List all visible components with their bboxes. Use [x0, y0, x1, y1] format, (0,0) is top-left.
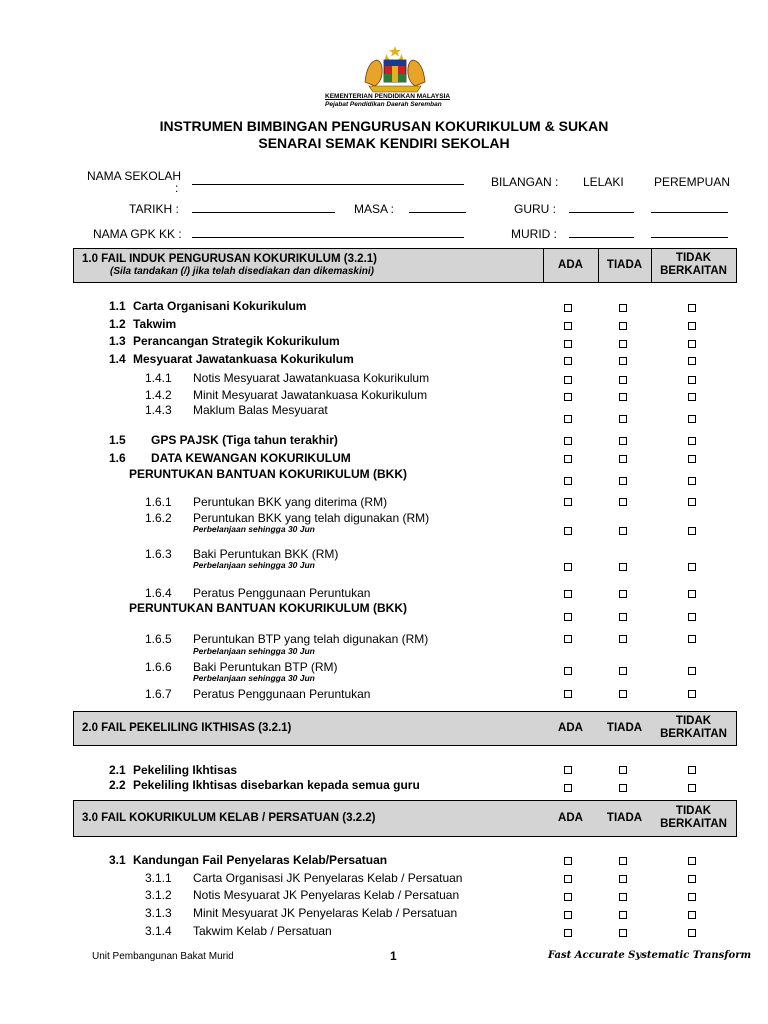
- checkbox-ada[interactable]: [564, 784, 572, 792]
- item-1-5-num: 1.5: [109, 433, 126, 447]
- item-1-6-4-num: 1.6.4: [145, 586, 172, 600]
- section2-title: 2.0 FAIL PEKELILING IKTHISAS (3.2.1): [82, 722, 292, 734]
- checkbox-tiada[interactable]: [619, 893, 627, 901]
- footer-unit: Unit Pembangunan Bakat Murid: [92, 951, 234, 962]
- col-berkaitan-label: BERKAITAN: [660, 728, 727, 740]
- item-1-6-6-note: Perbelanjaan sehingga 30 Jun: [193, 673, 315, 683]
- col-tiada: TIADA: [606, 812, 643, 824]
- item-3-1-label: Kandungan Fail Penyelaras Kelab/Persatuan: [133, 853, 388, 867]
- murid-label: MURID :: [511, 227, 557, 241]
- checkbox-tidak-berkaitan[interactable]: [688, 415, 696, 423]
- checkbox-tidak-berkaitan[interactable]: [688, 929, 696, 937]
- checkbox-tidak-berkaitan[interactable]: [688, 340, 696, 348]
- item-2-2-label: Pekeliling Ikhtisas disebarkan kepada semua guru: [133, 778, 420, 792]
- checkbox-ada[interactable]: [564, 527, 572, 535]
- col-berkaitan-label: BERKAITAN: [660, 265, 727, 277]
- nama-sekolah-label: NAMA SEKOLAH: [87, 169, 182, 183]
- item-1-6-label: DATA KEWANGAN KOKURIKULUM: [151, 451, 351, 465]
- item-1-6-5-note: Perbelanjaan sehingga 30 Jun: [193, 646, 315, 656]
- col-berkaitan-label: BERKAITAN: [660, 818, 727, 830]
- bilangan-label: BILANGAN :: [491, 175, 559, 189]
- tarikh-label: TARIKH :: [129, 202, 179, 216]
- checkbox-tidak-berkaitan[interactable]: [688, 357, 696, 365]
- ministry-crest-logo: [355, 44, 435, 100]
- checkbox-tiada[interactable]: [619, 590, 627, 598]
- checkbox-tidak-berkaitan[interactable]: [688, 455, 696, 463]
- col-tidak-label: TIDAK: [675, 805, 712, 817]
- item-3-1-4-label: Takwim Kelab / Persatuan: [193, 924, 332, 938]
- checkbox-ada[interactable]: [564, 498, 572, 506]
- checkbox-tiada[interactable]: [619, 635, 627, 643]
- checkbox-tiada[interactable]: [619, 875, 627, 883]
- item-1-2-num: 1.2: [109, 317, 126, 331]
- item-3-1-3-label: Minit Mesyuarat JK Penyelaras Kelab / Persatuan: [193, 906, 458, 920]
- item-2-1-label: Pekeliling Ikhtisas: [133, 763, 238, 777]
- item-1-6-3-label: Baki Peruntukan BKK (RM): [193, 547, 339, 561]
- checkbox-tidak-berkaitan[interactable]: [688, 498, 696, 506]
- nama-gpk-field[interactable]: [192, 237, 464, 238]
- item-1-6-2-num: 1.6.2: [145, 511, 172, 525]
- item-1-6-2-note: Perbelanjaan sehingga 30 Jun: [193, 524, 315, 534]
- checkbox-tiada[interactable]: [619, 304, 627, 312]
- guru-label: GURU :: [514, 202, 556, 216]
- checkbox-ada[interactable]: [564, 455, 572, 463]
- checkbox-tidak-berkaitan[interactable]: [688, 667, 696, 675]
- item-1-6-2-label: Peruntukan BKK yang telah digunakan (RM): [193, 511, 430, 525]
- item-3-1-num: 3.1: [109, 853, 126, 867]
- checkbox-tiada[interactable]: [619, 929, 627, 937]
- murid-lelaki-field[interactable]: [569, 237, 634, 238]
- checkbox-tiada[interactable]: [619, 340, 627, 348]
- checkbox-tiada[interactable]: [619, 357, 627, 365]
- checkbox-tiada[interactable]: [619, 784, 627, 792]
- checkbox-tidak-berkaitan[interactable]: [688, 477, 696, 485]
- item-1-6-1-num: 1.6.1: [145, 495, 172, 509]
- col-tidak-berkaitan: [651, 252, 736, 278]
- item-1-4-3-num: 1.4.3: [145, 403, 172, 417]
- checkbox-tidak-berkaitan[interactable]: [688, 690, 696, 698]
- checkbox-ada[interactable]: [564, 875, 572, 883]
- item-1-6-4-label: Peratus Penggunaan Peruntukan: [193, 586, 371, 600]
- nama-sekolah-field[interactable]: [192, 184, 464, 185]
- checkbox-tidak-berkaitan[interactable]: [688, 322, 696, 330]
- checkbox-tiada[interactable]: [619, 477, 627, 485]
- item-1-6-3-num: 1.6.3: [145, 547, 172, 561]
- footer-motto: Fast Accurate Systematic Transform: [548, 950, 752, 961]
- checkbox-tiada[interactable]: [619, 667, 627, 675]
- checkbox-ada[interactable]: [564, 340, 572, 348]
- checkbox-ada[interactable]: [564, 322, 572, 330]
- checkbox-ada[interactable]: [564, 635, 572, 643]
- section2-header: [73, 711, 737, 746]
- item-1-4-1-num: 1.4.1: [145, 371, 172, 385]
- col-tidak-berkaitan: [651, 805, 736, 831]
- checkbox-tiada[interactable]: [619, 563, 627, 571]
- checkbox-tiada[interactable]: [619, 393, 627, 401]
- col-tidak-label: TIDAK: [675, 252, 712, 264]
- checkbox-tidak-berkaitan[interactable]: [688, 590, 696, 598]
- item-1-4-1-label: Notis Mesyuarat Jawatankuasa Kokurikulum: [193, 371, 430, 385]
- document-title-line2: SENARAI SEMAK KENDIRI SEKOLAH: [258, 135, 510, 151]
- item-2-2-num: 2.2: [109, 778, 126, 792]
- item-1-6-num: 1.6: [109, 451, 126, 465]
- section1-note: (Sila tandakan (/) jika telah disediakan dan dikemaskini): [110, 266, 374, 277]
- checkbox-ada[interactable]: [564, 376, 572, 384]
- item-1-4-2-label: Minit Mesyuarat Jawatankuasa Kokurikulum: [193, 388, 428, 402]
- checkbox-tidak-berkaitan[interactable]: [688, 911, 696, 919]
- col-tidak-label: TIDAK: [675, 715, 712, 727]
- document-title-line1: INSTRUMEN BIMBINGAN PENGURUSAN KOKURIKULUM & SUKAN: [159, 118, 609, 134]
- checkbox-tidak-berkaitan[interactable]: [688, 784, 696, 792]
- masa-label: MASA :: [354, 202, 395, 216]
- nama-sekolah-colon: :: [175, 181, 179, 195]
- item-3-1-4-num: 3.1.4: [145, 924, 172, 938]
- checkbox-tidak-berkaitan[interactable]: [688, 527, 696, 535]
- item-1-6-6-num: 1.6.6: [145, 660, 172, 674]
- checkbox-tiada[interactable]: [619, 527, 627, 535]
- item-1-4-3-label: Maklum Balas Mesyuarat: [193, 403, 328, 417]
- ministry-name: KEMENTERIAN PENDIDIKAN MALAYSIA: [325, 93, 451, 100]
- district-office-name: Pejabat Pendidikan Daerah Seremban: [325, 101, 442, 108]
- bkk-subheading-2: PERUNTUKAN BANTUAN KOKURIKULUM (BKK): [129, 601, 407, 615]
- item-1-6-5-num: 1.6.5: [145, 632, 172, 646]
- checkbox-tiada[interactable]: [619, 455, 627, 463]
- checkbox-tiada[interactable]: [619, 322, 627, 330]
- section1-title: 1.0 FAIL INDUK PENGURUSAN KOKURIKULUM (3.2.1): [82, 253, 377, 265]
- murid-perempuan-field[interactable]: [651, 237, 728, 238]
- checkbox-tiada[interactable]: [619, 376, 627, 384]
- checkbox-ada[interactable]: [564, 563, 572, 571]
- item-1-6-5-label: Peruntukan BTP yang telah digunakan (RM): [193, 632, 429, 646]
- lelaki-header: LELAKI: [583, 175, 624, 189]
- item-1-1-num: 1.1: [109, 299, 126, 313]
- checkbox-ada[interactable]: [564, 857, 572, 865]
- section1-header: [73, 248, 737, 283]
- checkbox-tiada[interactable]: [619, 613, 627, 621]
- col-ada: ADA: [558, 812, 583, 824]
- item-1-5-label: GPS PAJSK (Tiga tahun terakhir): [151, 433, 338, 447]
- checkbox-ada[interactable]: [564, 590, 572, 598]
- checkbox-tiada[interactable]: [619, 766, 627, 774]
- checkbox-tiada[interactable]: [619, 857, 627, 865]
- item-1-4-2-num: 1.4.2: [145, 388, 172, 402]
- checkbox-ada[interactable]: [564, 304, 572, 312]
- checkbox-tiada[interactable]: [619, 498, 627, 506]
- checkbox-tidak-berkaitan[interactable]: [688, 766, 696, 774]
- checkbox-tiada[interactable]: [619, 415, 627, 423]
- checkbox-ada[interactable]: [564, 613, 572, 621]
- checkbox-tidak-berkaitan[interactable]: [688, 376, 696, 384]
- col-ada: ADA: [558, 259, 583, 271]
- checkbox-ada[interactable]: [564, 766, 572, 774]
- item-3-1-2-label: Notis Mesyuarat JK Penyelaras Kelab / Persatuan: [193, 888, 460, 902]
- checkbox-ada[interactable]: [564, 393, 572, 401]
- checkbox-ada[interactable]: [564, 929, 572, 937]
- item-1-6-7-num: 1.6.7: [145, 687, 172, 701]
- checkbox-ada[interactable]: [564, 893, 572, 901]
- checkbox-ada[interactable]: [564, 911, 572, 919]
- item-1-6-1-label: Peruntukan BKK yang diterima (RM): [193, 495, 388, 509]
- checkbox-ada[interactable]: [564, 415, 572, 423]
- item-3-1-1-num: 3.1.1: [145, 871, 172, 885]
- col-tidak-berkaitan: [651, 715, 736, 741]
- item-1-3-label: Perancangan Strategik Kokurikulum: [133, 334, 340, 348]
- masa-field[interactable]: [409, 212, 466, 213]
- item-2-1-num: 2.1: [109, 763, 126, 777]
- item-3-1-1-label: Carta Organisasi JK Penyelaras Kelab / Persatuan: [193, 871, 463, 885]
- page-number: 1: [390, 949, 397, 963]
- item-1-6-3-note: Perbelanjaan sehingga 30 Jun: [193, 560, 315, 570]
- col-ada: ADA: [558, 722, 583, 734]
- checkbox-tidak-berkaitan[interactable]: [688, 893, 696, 901]
- item-3-1-3-num: 3.1.3: [145, 906, 172, 920]
- checkbox-tiada[interactable]: [619, 690, 627, 698]
- checkbox-tidak-berkaitan[interactable]: [688, 635, 696, 643]
- checkbox-tidak-berkaitan[interactable]: [688, 437, 696, 445]
- section3-title: 3.0 FAIL KOKURIKULUM KELAB / PERSATUAN (3.2.2): [82, 812, 376, 824]
- guru-perempuan-field[interactable]: [651, 212, 728, 213]
- checkbox-ada[interactable]: [564, 690, 572, 698]
- checkbox-ada[interactable]: [564, 437, 572, 445]
- item-1-1-label: Carta Organisani Kokurikulum: [133, 299, 307, 313]
- checkbox-ada[interactable]: [564, 477, 572, 485]
- checkbox-tidak-berkaitan[interactable]: [688, 393, 696, 401]
- item-1-2-label: Takwim: [133, 317, 177, 331]
- item-1-6-6-label: Baki Peruntukan BTP (RM): [193, 660, 338, 674]
- checkbox-tidak-berkaitan[interactable]: [688, 875, 696, 883]
- tarikh-field[interactable]: [192, 212, 335, 213]
- bkk-subheading-1: PERUNTUKAN BANTUAN KOKURIKULUM (BKK): [129, 467, 407, 481]
- checkbox-tiada[interactable]: [619, 911, 627, 919]
- item-1-3-num: 1.3: [109, 334, 126, 348]
- section3-header: [73, 800, 737, 837]
- checkbox-tiada[interactable]: [619, 437, 627, 445]
- checkbox-tidak-berkaitan[interactable]: [688, 857, 696, 865]
- checkbox-tidak-berkaitan[interactable]: [688, 613, 696, 621]
- item-1-6-7-label: Peratus Penggunaan Peruntukan: [193, 687, 371, 701]
- col-tiada: TIADA: [606, 259, 643, 271]
- col-tiada: TIADA: [606, 722, 643, 734]
- checkbox-tidak-berkaitan[interactable]: [688, 304, 696, 312]
- checkbox-ada[interactable]: [564, 667, 572, 675]
- item-3-1-2-num: 3.1.2: [145, 888, 172, 902]
- perempuan-header: PEREMPUAN: [654, 175, 731, 189]
- item-1-4-num: 1.4: [109, 352, 126, 366]
- item-1-4-label: Mesyuarat Jawatankuasa Kokurikulum: [133, 352, 354, 366]
- nama-gpk-label: NAMA GPK KK :: [93, 227, 182, 241]
- checkbox-ada[interactable]: [564, 357, 572, 365]
- guru-lelaki-field[interactable]: [569, 212, 634, 213]
- checkbox-tidak-berkaitan[interactable]: [688, 563, 696, 571]
